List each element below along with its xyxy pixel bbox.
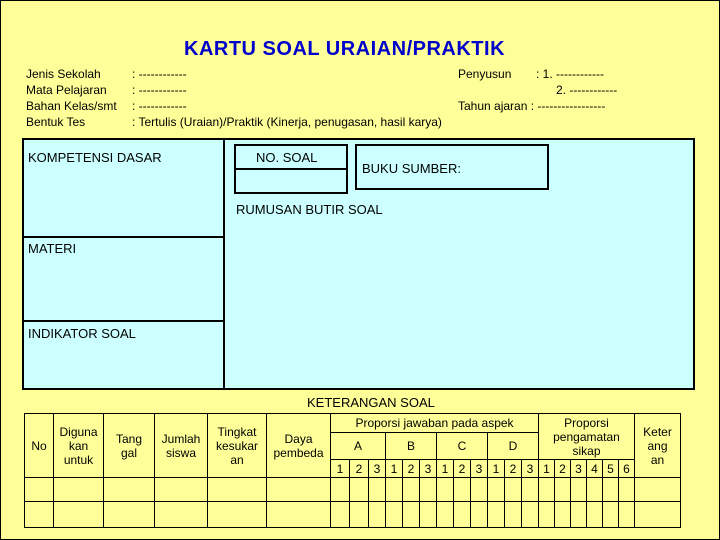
cell-aspek[interactable] — [386, 502, 403, 528]
cell-aspek[interactable] — [471, 502, 488, 528]
cell-aspek[interactable] — [522, 478, 539, 502]
cell-jumlah-siswa[interactable] — [155, 478, 208, 502]
cell-digunakan[interactable] — [54, 502, 104, 528]
cell-aspek[interactable] — [471, 478, 488, 502]
cell-no[interactable] — [25, 478, 54, 502]
cell-sikap[interactable] — [587, 502, 603, 528]
header-sikap-line-3: sikap — [572, 443, 601, 458]
header-tanggal-line-2: gal — [120, 445, 137, 460]
penyusun-1: : 1. ------------ — [536, 67, 604, 81]
header-aspek-a: A — [331, 433, 386, 460]
header-digunakan-line-1: Diguna — [59, 424, 98, 439]
sikap-num-5: 5 — [603, 460, 619, 478]
info-label-mata-pelajaran: Mata Pelajaran — [26, 83, 107, 97]
header-no: No — [25, 414, 54, 478]
cell-tingkat-kesukaran[interactable] — [208, 502, 267, 528]
header-jumlah-siswa — [155, 414, 208, 478]
sikap-num-2: 2 — [555, 460, 571, 478]
cell-aspek[interactable] — [437, 502, 454, 528]
cell-aspek[interactable] — [454, 502, 471, 528]
cell-sikap[interactable] — [587, 478, 603, 502]
info-values — [132, 66, 442, 130]
header-aspek-d: D — [488, 433, 539, 460]
materi-label: MATERI — [28, 241, 77, 256]
info-value-bahan-kelas: : ------------ — [132, 99, 187, 113]
cell-sikap[interactable] — [619, 478, 635, 502]
keterangan-table — [24, 413, 681, 528]
no-soal-value-box[interactable] — [234, 168, 348, 194]
info-label-jenis-sekolah: Jenis Sekolah — [26, 67, 101, 81]
cell-aspek[interactable] — [522, 502, 539, 528]
header-sikap-line-2: pengamatan — [553, 429, 620, 444]
info-labels — [26, 66, 117, 130]
cell-sikap[interactable] — [555, 502, 571, 528]
cell-tanggal[interactable] — [104, 502, 155, 528]
kompetensi-dasar-label: KOMPETENSI DASAR — [28, 150, 162, 165]
page-title: KARTU SOAL URAIAN/PRAKTIK — [184, 38, 506, 60]
cell-aspek[interactable] — [420, 478, 437, 502]
header-keterangan-line-3: an — [650, 452, 665, 467]
cell-aspek[interactable] — [369, 502, 386, 528]
header-proporsi-jawaban: Proporsi jawaban pada aspek — [331, 414, 539, 433]
aspek-a-num-2: 2 — [350, 460, 369, 478]
cell-daya-pembeda[interactable] — [267, 502, 331, 528]
header-tingkat-line-2: kesukar — [215, 438, 259, 453]
cell-aspek[interactable] — [420, 502, 437, 528]
cell-aspek[interactable] — [488, 502, 505, 528]
aspek-c-num-2: 2 — [454, 460, 471, 478]
cell-jumlah-siswa[interactable] — [155, 502, 208, 528]
aspek-d-num-1: 1 — [488, 460, 505, 478]
header-tanggal — [104, 414, 155, 478]
penyusun-2: 2. ------------ — [556, 83, 618, 97]
cell-tingkat-kesukaran[interactable] — [208, 478, 267, 502]
cell-aspek[interactable] — [331, 502, 350, 528]
cell-aspek[interactable] — [350, 502, 369, 528]
sikap-num-3: 3 — [571, 460, 587, 478]
cell-sikap[interactable] — [555, 478, 571, 502]
aspek-a-num-1: 1 — [331, 460, 350, 478]
cell-aspek[interactable] — [331, 478, 350, 502]
aspek-c-num-1: 1 — [437, 460, 454, 478]
cell-keterangan[interactable] — [635, 478, 681, 502]
cell-sikap[interactable] — [571, 502, 587, 528]
cell-sikap[interactable] — [539, 478, 555, 502]
table-row — [25, 502, 681, 528]
cell-keterangan[interactable] — [635, 502, 681, 528]
info-value-bentuk-tes: : Tertulis (Uraian)/Praktik (Kinerja, penugasan, hasil karya) — [132, 115, 442, 129]
cell-aspek[interactable] — [454, 478, 471, 502]
tahun-ajaran: Tahun ajaran : ----------------- — [458, 99, 606, 113]
header-digunakan-line-3: untuk — [63, 452, 94, 467]
header-tingkat-line-3: an — [230, 452, 244, 467]
cell-aspek[interactable] — [386, 478, 403, 502]
header-tingkat-line-1: Tingkat — [217, 424, 257, 439]
cell-sikap[interactable] — [603, 502, 619, 528]
cell-aspek[interactable] — [369, 478, 386, 502]
cell-daya-pembeda[interactable] — [267, 478, 331, 502]
penyusun-label: Penyusun — [458, 67, 512, 81]
aspek-d-num-3: 3 — [522, 460, 539, 478]
header-digunakan-line-2: kan — [68, 438, 89, 453]
header-proporsi-sikap — [539, 414, 635, 460]
cell-aspek[interactable] — [437, 478, 454, 502]
cell-tanggal[interactable] — [104, 478, 155, 502]
aspek-c-num-3: 3 — [471, 460, 488, 478]
cell-sikap[interactable] — [603, 478, 619, 502]
keterangan-soal-title: KETERANGAN SOAL — [307, 395, 435, 410]
header-sikap-line-1: Proporsi — [564, 415, 609, 430]
buku-sumber-label: BUKU SUMBER: — [362, 161, 461, 176]
no-soal-label: NO. SOAL — [256, 150, 318, 165]
header-tanggal-line-1: Tang — [115, 431, 143, 446]
rumusan-butir-soal-label: RUMUSAN BUTIR SOAL — [236, 202, 383, 217]
cell-aspek[interactable] — [403, 502, 420, 528]
cell-aspek[interactable] — [505, 502, 522, 528]
header-aspek-b: B — [386, 433, 437, 460]
header-keterangan-line-2: ang — [647, 438, 668, 453]
aspek-d-num-2: 2 — [505, 460, 522, 478]
header-daya-pembeda — [267, 414, 331, 478]
cell-sikap[interactable] — [539, 502, 555, 528]
header-daya-line-1: Daya — [284, 431, 313, 446]
header-daya-line-2: pembeda — [273, 445, 324, 460]
aspek-a-num-3: 3 — [369, 460, 386, 478]
header-tingkat-kesukaran — [208, 414, 267, 478]
table-row — [25, 478, 681, 502]
header-aspek-c: C — [437, 433, 488, 460]
info-value-jenis-sekolah: : ------------ — [132, 67, 187, 81]
aspek-b-num-2: 2 — [403, 460, 420, 478]
cell-aspek[interactable] — [505, 478, 522, 502]
header-keterangan — [635, 414, 681, 478]
aspek-b-num-3: 3 — [420, 460, 437, 478]
cell-aspek[interactable] — [403, 478, 420, 502]
cell-digunakan[interactable] — [54, 478, 104, 502]
cell-sikap[interactable] — [619, 502, 635, 528]
header-jumlah-line-2: siswa — [165, 445, 196, 460]
header-digunakan — [54, 414, 104, 478]
indikator-soal-label: INDIKATOR SOAL — [28, 326, 136, 341]
sikap-num-6: 6 — [619, 460, 635, 478]
cell-sikap[interactable] — [571, 478, 587, 502]
header-keterangan-line-1: Keter — [643, 424, 672, 439]
cell-aspek[interactable] — [350, 478, 369, 502]
sikap-num-4: 4 — [587, 460, 603, 478]
info-value-mata-pelajaran: : ------------ — [132, 83, 187, 97]
cell-aspek[interactable] — [488, 478, 505, 502]
sikap-num-1: 1 — [539, 460, 555, 478]
cell-no[interactable] — [25, 502, 54, 528]
info-label-bentuk-tes: Bentuk Tes — [26, 115, 86, 129]
header-jumlah-line-1: Jumlah — [161, 431, 201, 446]
aspek-b-num-1: 1 — [386, 460, 403, 478]
info-label-bahan-kelas: Bahan Kelas/smt — [26, 99, 117, 113]
